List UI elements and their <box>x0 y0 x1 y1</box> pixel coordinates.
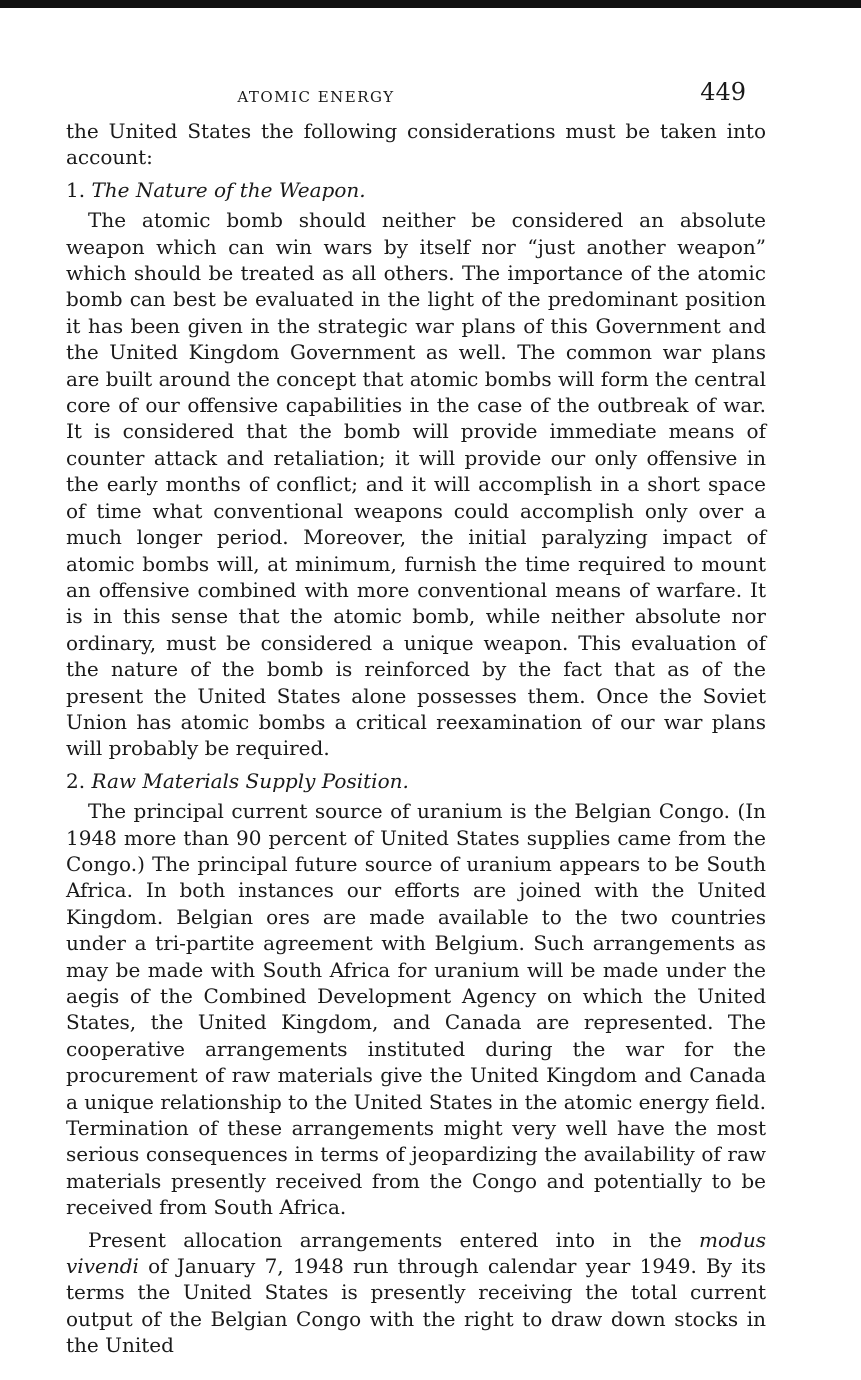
page-top-edge <box>0 0 861 8</box>
paragraph-2-text-end: of January 7, 1948 run through calendar year 1949. By its terms the United States is presently receiving the total current output of the Belgian Congo with the right to draw down stocks in the United <box>66 1254 766 1358</box>
section-1-title: The Nature of the Weapon. <box>91 177 366 202</box>
running-header <box>66 78 766 118</box>
section-2-paragraph-1: The principal current source of uranium is the Belgian Congo. (In 1948 more than 90 percent of United States supplies came from the Congo.) The principal future source of uranium appears to be South Africa. In both instances our efforts are joined with the United Kingdom. Belgian ores are made available to the two countries under a tri-partite agreement with Belgium. Such arrangements as may be made with South Africa for uranium will be made under the aegis of the Combined Development Agency on which the United States, the United Kingdom, and Canada are represented. The cooperative arrangements instituted during the war for the procurement of raw materials give the United Kingdom and Canada a unique relationship to the United States in the atomic energy field. Termination of these arrangements might very well have the most serious consequences in terms of jeopardizing the availability of raw materials presently received from the Congo and potentially to be received from South Africa. <box>66 799 766 1220</box>
section-2-title: Raw Materials Supply Position. <box>91 768 409 793</box>
document-page <box>66 78 766 1359</box>
section-2-number: 2. <box>66 768 86 793</box>
section-2-paragraph-2 <box>66 1227 766 1359</box>
section-1-number: 1. <box>66 177 86 202</box>
intro-paragraph: the United States the following considerations must be taken into account: <box>66 119 766 170</box>
section-1-paragraph: The atomic bomb should neither be considered an absolute weapon which can win wars by itself nor “just another weapon” which should be treated as all others. The importance of the atomic bomb can best be evaluated in the light of the predominant position it has been given in the strategic war plans of this Government and the United Kingdom Government as well. The common war plans are built around the concept that atomic bombs will form the central core of our offensive capabilities in the case of the outbreak of war. It is considered that the bomb will provide immediate means of counter attack and retaliation; it will provide our only offensive in the early months of conflict; and it will accomplish in a short space of time what conventional weapons could accomplish only over a much longer period. Moreover, the initial paralyzing impact of atomic bombs will, at minimum, furnish the time required to mount an offensive combined with more conventional means of warfare. It is in this sense that the atomic bomb, while neither absolute nor ordinary, must be considered a unique weapon. This evaluation of the nature of the bomb is reinforced by the fact that as of the present the United States alone possesses them. Once the Soviet Union has atomic bombs a critical reexamination of our war plans will probably be required. <box>66 208 766 761</box>
paragraph-2-text-start: Present allocation arrangements entered into in the <box>88 1227 700 1252</box>
page-number: 449 <box>700 78 746 106</box>
paragraph-2-italic-term: modus vivendi <box>66 1227 766 1279</box>
running-title: ATOMIC ENERGY <box>237 88 395 106</box>
section-1-heading <box>66 177 766 203</box>
section-2-heading <box>66 768 766 794</box>
